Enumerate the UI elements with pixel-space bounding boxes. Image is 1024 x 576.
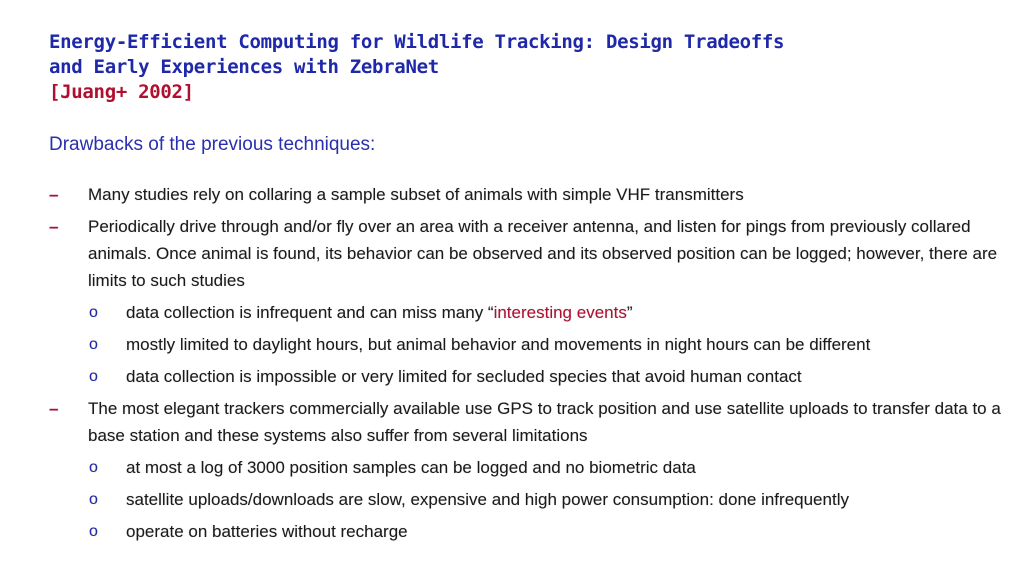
sub-bullet-text: mostly limited to daylight hours, but animal behavior and movements in night hours can be different [126, 335, 871, 354]
sub-list-item [49, 454, 1019, 481]
sub-bullet-text [126, 303, 633, 322]
sub-list-item [49, 518, 1019, 545]
sub-bullet-text-part: data collection is infrequent and can miss many “ [126, 303, 494, 322]
title-line-1: Energy-Efficient Computing for Wildlife Tracking: Design Tradeoffs [49, 31, 785, 53]
citation: [Juang+ 2002] [49, 81, 194, 103]
bullet-text: Periodically drive through and/or fly over an area with a receiver antenna, and listen for pings from previously collared animals. Once animal is found, its behavior can be observed and its observed position can be logged; however, there are limits to such studies [88, 217, 998, 290]
circle-bullet: o [89, 491, 98, 508]
section-subtitle: Drawbacks of the previous techniques: [49, 134, 376, 155]
title-line-2: and Early Experiences with ZebraNet [49, 56, 439, 78]
dash-bullet: – [49, 217, 59, 236]
circle-bullet: o [89, 304, 98, 321]
bullet-text: The most elegant trackers commercially available use GPS to track position and use satellite uploads to transfer data to a base station and these systems also suffer from several limitations [88, 399, 1001, 445]
highlighted-phrase: interesting events [493, 303, 627, 322]
bullet-list [49, 181, 1019, 550]
circle-bullet: o [89, 368, 98, 385]
sub-bullet-text: data collection is impossible or very limited for secluded species that avoid human contact [126, 367, 802, 386]
dash-bullet: – [49, 185, 59, 204]
list-item [49, 395, 1019, 449]
sub-bullet-text-part: ” [626, 303, 633, 322]
bullet-text: Many studies rely on collaring a sample subset of animals with simple VHF transmitters [88, 185, 744, 204]
sub-bullet-text: at most a log of 3000 position samples can be logged and no biometric data [126, 458, 696, 477]
sub-list-item [49, 331, 1019, 358]
slide-title [49, 30, 1009, 105]
circle-bullet: o [89, 523, 98, 540]
sub-bullet-text: satellite uploads/downloads are slow, expensive and high power consumption: done infrequently [126, 490, 849, 509]
sub-list-item [49, 299, 1019, 326]
sub-bullet-text: operate on batteries without recharge [126, 522, 408, 541]
sub-list-item [49, 486, 1019, 513]
circle-bullet: o [89, 459, 98, 476]
list-item [49, 213, 1019, 294]
dash-bullet: – [49, 399, 59, 418]
circle-bullet: o [89, 336, 98, 353]
list-item [49, 181, 1019, 208]
sub-list-item [49, 363, 1019, 390]
